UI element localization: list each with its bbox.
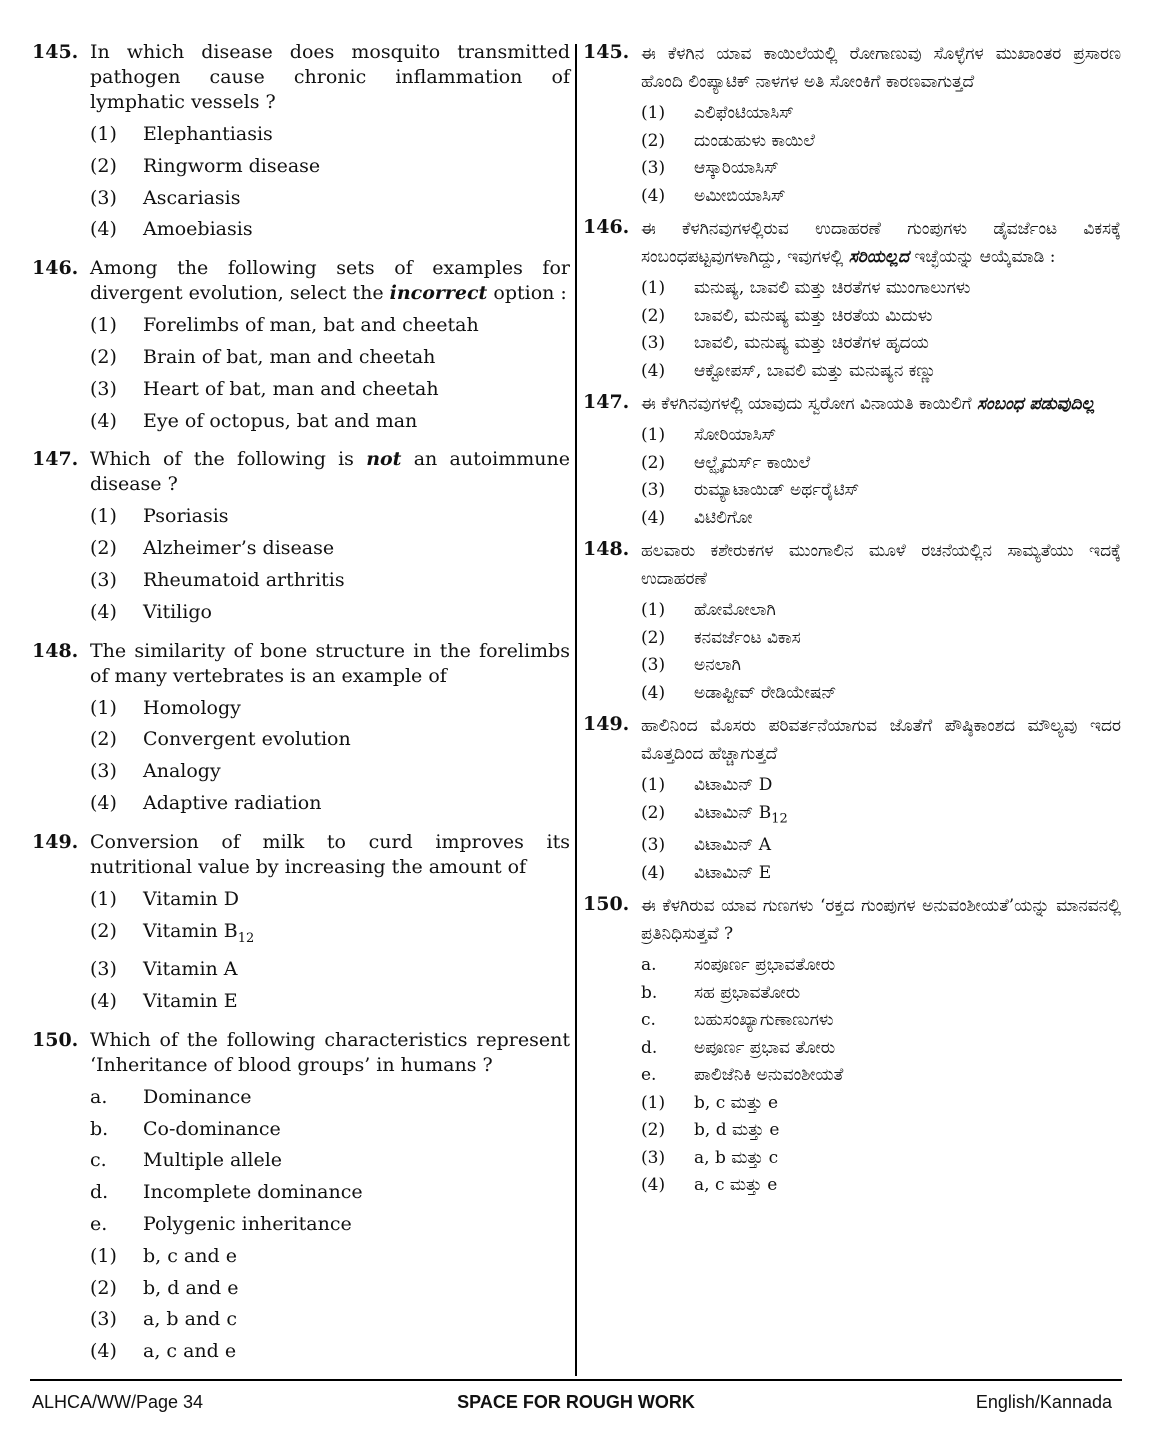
option-number: c. <box>90 1149 107 1172</box>
answer-option <box>641 477 1121 505</box>
option-text: Polygenic inheritance <box>143 1212 352 1235</box>
question-text-part: ಈ ಕೆಳಗಿನವುಗಳಲ್ಲಿ ಯಾವುದು ಸ್ವರೋಗ ವಿನಾಯತಿ ಕಾಯಿಲಿಗೆ <box>641 394 978 414</box>
option-text: ಅಮೀಬಿಯಾಸಿಸ್ <box>694 185 786 206</box>
question-150 <box>32 1028 570 1368</box>
option-number: (3) <box>641 1147 666 1168</box>
option-text: ವಿಟಾಮಿನ್ D <box>694 775 773 795</box>
answer-option <box>90 1241 570 1273</box>
option-text: ಮನುಷ್ಯ, ಬಾವಲಿ ಮತ್ತು ಚಿರತೆಗಳ ಮುಂಗಾಲುಗಳು <box>694 278 971 298</box>
answer-option <box>641 832 1121 860</box>
option-number: (1) <box>90 696 117 719</box>
option-number: (4) <box>90 218 117 241</box>
column-divider <box>575 44 577 1376</box>
question-text: In which disease does mosquito transmitted pathogen cause chronic inflammation of lymphatic vessels ? <box>90 41 570 113</box>
answer-option <box>641 800 1121 833</box>
option-number: (1) <box>90 1244 117 1267</box>
option-text: ವಿಟಾಮಿನ್ E <box>694 862 772 883</box>
option-text: Amoebiasis <box>143 218 253 241</box>
option-number: (4) <box>641 682 666 703</box>
question-text <box>641 215 1121 271</box>
kannada-column <box>583 40 1121 1205</box>
option-text: Homology <box>143 696 241 719</box>
answer-option <box>641 100 1121 128</box>
answer-option <box>90 724 570 756</box>
option-text: Forelimbs of man, bat and cheetah <box>143 314 479 337</box>
option-number: (1) <box>90 123 117 145</box>
option-number: (1) <box>641 600 666 620</box>
question-number: 145. <box>32 41 79 63</box>
option-text: b, d and e <box>143 1276 239 1299</box>
option-text: a, c and e <box>143 1340 237 1363</box>
question-145 <box>32 40 570 246</box>
option-number: (2) <box>641 627 666 648</box>
option-number: (2) <box>641 130 666 151</box>
answer-option <box>90 1273 570 1305</box>
option-number: (2) <box>641 1120 666 1141</box>
option-text: ಸಹ ಪ್ರಭಾವತೋರು <box>694 982 801 1003</box>
answer-option <box>641 1117 1121 1145</box>
answer-option <box>641 422 1121 450</box>
option-number: (4) <box>641 862 666 883</box>
question-number: 150. <box>583 893 630 916</box>
option-number: (1) <box>641 1092 666 1113</box>
option-text: ಆಲ್ಝೈಮರ್ಸ್ ಕಾಯಿಲೆ <box>694 452 811 473</box>
option-text: a, b and c <box>143 1308 238 1331</box>
question-text <box>90 447 570 497</box>
option-number: (3) <box>641 835 666 856</box>
option-text: Rheumatoid arthritis <box>143 568 345 591</box>
question-number: 147. <box>583 391 630 413</box>
option-number: (2) <box>641 305 666 326</box>
answer-option <box>641 1062 1121 1090</box>
question-text-part: ಈ ಕೆಳಗಿನವುಗಳಲ್ಲಿರುವ ಉದಾಹರಣೆ ಗುಂಪುಗಳು ಡೈವರ್ಜೆಂಟ ವಿಕಸಕ್ಕೆ ಸಂಬಂಧಪಟ್ಟವುಗಳಾಗಿದ್ದು, ಇವುಗಳಲ್ಲಿ <box>641 219 1121 267</box>
question-148 <box>583 537 1121 707</box>
option-number: (2) <box>90 537 117 560</box>
question-number: 148. <box>32 639 79 662</box>
option-number: (4) <box>641 360 666 381</box>
option-text: Vitamin E <box>143 989 238 1012</box>
option-text: Dominance <box>143 1085 252 1108</box>
option-text: Psoriasis <box>143 505 229 528</box>
question-number: 149. <box>32 830 79 853</box>
option-text: Vitamin A <box>143 958 238 981</box>
option-text: ವಿಟಾಮಿನ್ $B_{12}$ <box>694 802 788 826</box>
answer-option <box>90 986 570 1018</box>
answer-option <box>90 406 570 438</box>
option-number: (2) <box>641 802 666 823</box>
question-146 <box>32 256 570 437</box>
option-number: (4) <box>641 1175 666 1196</box>
option-number: (3) <box>641 158 666 178</box>
option-text: ಅಡಾಪ್ಟೀವ್ ರೇಡಿಯೇಷನ್ <box>694 682 837 703</box>
option-text: b, c ಮತ್ತು e <box>694 1092 779 1113</box>
question-149 <box>32 830 570 1018</box>
answer-option <box>90 1177 570 1209</box>
option-text: ಎಲಿಫೆಂಟಿಯಾಸಿಸ್ <box>694 103 794 123</box>
answer-option <box>641 505 1121 533</box>
option-text: Incomplete dominance <box>143 1181 363 1204</box>
option-text: Ascariasis <box>143 186 241 209</box>
question-150 <box>583 892 1121 1200</box>
answer-option <box>90 342 570 374</box>
option-text: ವಿಟಾಮಿನ್ A <box>694 835 771 856</box>
option-text: ಬಾವಲಿ, ಮನುಷ್ಯ ಮತ್ತು ಚಿರತೆಯ ಮಿದುಳು <box>694 305 933 326</box>
answer-option <box>641 1090 1121 1118</box>
option-text: ಸೋರಿಯಾಸಿಸ್ <box>694 425 777 445</box>
option-text: ವಿಟಿಲಿಗೋ <box>694 507 753 528</box>
answer-option <box>641 128 1121 156</box>
answer-option <box>90 1336 570 1368</box>
option-number: (3) <box>90 958 117 981</box>
option-number: (3) <box>90 568 117 591</box>
option-text: ಅಪೂರ್ಣ ಪ್ರಭಾವ ತೋರು <box>694 1037 836 1058</box>
answer-option <box>641 772 1121 800</box>
option-number: (4) <box>641 185 666 206</box>
option-number: (4) <box>90 600 117 623</box>
option-number: e. <box>90 1212 108 1235</box>
option-text: Adaptive radiation <box>143 791 322 814</box>
option-number: (2) <box>641 452 666 473</box>
option-text: Convergent evolution <box>143 728 351 751</box>
option-text: ಕನವರ್ಜೆಂಟ ವಿಕಾಸ <box>694 627 801 648</box>
option-text: a, b ಮತ್ತು c <box>694 1147 779 1168</box>
option-text: Alzheimer’s disease <box>143 537 335 560</box>
option-text: Heart of bat, man and cheetah <box>143 377 439 400</box>
option-number: (3) <box>90 1308 117 1331</box>
rough-work-label: SPACE FOR ROUGH WORK <box>457 1392 695 1412</box>
option-text: ಆಸ್ಕಾರಿಯಾಸಿಸ್ <box>694 158 779 178</box>
option-number: d. <box>90 1181 109 1204</box>
option-number: (4) <box>90 1340 117 1363</box>
question-emphasis: not <box>366 448 402 471</box>
answer-option <box>90 1145 570 1177</box>
option-text: ಆಕ್ಟೋಪಸ್, ಬಾವಲಿ ಮತ್ತು ಮನುಷ್ಯನ ಕಣ್ಣು <box>694 360 937 381</box>
question-text-part: Among the following sets of examples for divergent evolution, select the <box>90 257 570 305</box>
answer-option <box>641 680 1121 708</box>
option-text: Multiple allele <box>143 1149 283 1172</box>
option-text: ಪಾಲಿಜೆನಿಕಿ ಅನುವಂಶೀಯತೆ <box>694 1065 844 1086</box>
question-number: 150. <box>32 1028 79 1051</box>
answer-option <box>641 450 1121 478</box>
option-text: ಅನಲಾಗಿ <box>694 655 741 675</box>
option-text: a, c ಮತ್ತು e <box>694 1175 778 1196</box>
option-number: (2) <box>90 919 117 942</box>
language-label: English/Kannada <box>975 1392 1112 1412</box>
option-number: (2) <box>90 728 117 751</box>
option-text: ಸಂಪೂರ್ಣ ಪ್ರಭಾವತೋರು <box>694 955 836 976</box>
answer-option <box>90 1304 570 1336</box>
option-text: b, c and e <box>143 1244 237 1267</box>
english-column <box>32 40 570 1378</box>
option-number: (1) <box>90 505 117 528</box>
question-text-part: Which of the following is <box>90 448 367 471</box>
option-number: (1) <box>641 103 666 123</box>
page-id: ALHCA/WW/Page 34 <box>32 1392 204 1412</box>
option-text: Eye of octopus, bat and man <box>143 409 418 432</box>
question-147 <box>32 447 570 628</box>
option-text: Vitamin D <box>143 887 240 910</box>
option-number: (3) <box>641 655 666 675</box>
question-text: ಈ ಕೆಳಗಿರುವ ಯಾವ ಗುಣಗಳು ‘ರಕ್ತದ ಗುಂಪುಗಳ ಅನುವಂಶೀಯತೆ’ಯನ್ನು ಮಾನವನಲ್ಲಿ ಪ್ರತಿನಿಧಿಸುತ್ತವೆ ? <box>641 896 1121 945</box>
question-text-part: an autoimmune disease ? <box>90 448 570 496</box>
option-text: Vitamin $B_{12}$ <box>143 919 255 946</box>
answer-option <box>90 916 570 955</box>
answer-option <box>641 358 1121 386</box>
option-number: c. <box>641 1010 656 1031</box>
question-number: 146. <box>583 216 630 238</box>
answer-option <box>641 860 1121 888</box>
footer-rule <box>30 1379 1122 1381</box>
question-text: ಹಾಲಿನಿಂದ ಮೊಸರು ಪರಿವರ್ತನೆಯಾಗುವ ಜೊತೆಗೆ ಪೌಷ್ಠಿಕಾಂಶದ ಮೌಲ್ಯವು ಇದರ ಮೊತ್ತದಿಂದ ಹೆಚ್ಚಾಗುತ್ತದೆ <box>641 716 1121 764</box>
answer-option <box>90 597 570 629</box>
option-number: (1) <box>641 425 666 445</box>
option-number: (1) <box>90 314 117 337</box>
question-text <box>641 390 1121 418</box>
option-number: a. <box>90 1085 108 1108</box>
answer-option <box>641 1145 1121 1173</box>
answer-option <box>641 625 1121 653</box>
option-text: ಬಾವಲಿ, ಮನುಷ್ಯ ಮತ್ತು ಚಿರತೆಗಳ ಹೃದಯ <box>694 333 929 353</box>
question-text: Which of the following characteristics represent ‘Inheritance of blood groups’ in humans ? <box>90 1028 570 1076</box>
answer-option <box>90 310 570 342</box>
question-number: 145. <box>583 41 630 63</box>
question-text-part: option : <box>487 282 567 305</box>
option-number: d. <box>641 1037 658 1058</box>
question-emphasis: ಸಂಬಂಧ ಪಡುವುದಿಲ್ಲ <box>977 394 1095 414</box>
question-148 <box>32 639 570 820</box>
answer-option <box>641 597 1121 625</box>
answer-option <box>90 1114 570 1146</box>
answer-option <box>90 533 570 565</box>
answer-option <box>641 1172 1121 1200</box>
option-number: (2) <box>90 345 117 368</box>
question-emphasis: incorrect <box>389 282 488 305</box>
answer-option <box>90 501 570 533</box>
option-number: b. <box>641 982 658 1003</box>
answer-option <box>641 652 1121 680</box>
question-149 <box>583 712 1121 887</box>
question-text: Conversion of milk to curd improves its nutritional value by increasing the amount of <box>90 830 570 878</box>
option-number: e. <box>641 1065 657 1086</box>
option-number: (1) <box>641 775 666 795</box>
question-text <box>90 256 570 306</box>
option-number: b. <box>90 1117 109 1140</box>
answer-option <box>90 884 570 916</box>
option-number: (4) <box>90 791 117 814</box>
answer-option <box>90 693 570 725</box>
question-text: ಹಲವಾರು ಕಶೇರುಕಗಳ ಮುಂಗಾಲಿನ ಮೂಳೆ ರಚನೆಯಲ್ಲಿನ ಸಾಮ್ಯತೆಯು ಇದಕ್ಕೆ ಉದಾಹರಣೆ <box>641 541 1121 589</box>
answer-option <box>90 788 570 820</box>
option-number: (3) <box>90 760 117 783</box>
question-emphasis: ಸರಿಯಲ್ಲದ <box>848 247 909 267</box>
option-number: (4) <box>90 409 117 432</box>
question-text: The similarity of bone structure in the forelimbs of many vertebrates is an example of <box>90 639 570 687</box>
option-text: Analogy <box>143 760 221 783</box>
option-number: (3) <box>641 480 666 500</box>
answer-option <box>641 275 1121 303</box>
option-number: (2) <box>90 154 117 177</box>
option-number: (1) <box>90 887 117 910</box>
option-number: (3) <box>641 333 666 353</box>
option-text: Elephantiasis <box>143 123 273 145</box>
option-text: Ringworm disease <box>143 154 321 177</box>
answer-option <box>90 1082 570 1114</box>
question-number: 147. <box>32 448 79 471</box>
answer-option <box>90 119 570 151</box>
option-number: (1) <box>641 278 666 298</box>
option-text: b, d ಮತ್ತು e <box>694 1120 780 1141</box>
answer-option <box>90 756 570 788</box>
answer-option <box>90 214 570 246</box>
answer-option <box>90 183 570 215</box>
question-text-part: ಇಚ್ಛೆಯನ್ನು ಆಯ್ಕೆಮಾಡಿ : <box>908 247 1056 267</box>
option-number: (2) <box>90 1276 117 1299</box>
question-number: 149. <box>583 713 630 735</box>
question-text: ಈ ಕೆಳಗಿನ ಯಾವ ಕಾಯಿಲೆಯಲ್ಲಿ ರೋಗಾಣುವು ಸೊಳ್ಳೆಗಳ ಮುಖಾಂತರ ಪ್ರಸಾರಣ ಹೊಂದಿ ಲಿಂಪ್ಯಾಟಿಕ್ ನಾಳಗಳ ಅತಿ ಸೋಂಕಿಗೆ ಕಾರಣವಾಗುತ್ತದೆ <box>641 44 1121 92</box>
answer-option <box>90 151 570 183</box>
question-145 <box>583 40 1121 210</box>
option-text: ರುಮ್ಯಾಟಾಯಿಡ್ ಅರ್ಥರೈಟಿಸ್ <box>694 480 860 500</box>
answer-option <box>641 1035 1121 1063</box>
option-text: ದುಂಡುಹುಳು ಕಾಯಿಲೆ <box>694 130 815 151</box>
answer-option <box>641 183 1121 211</box>
option-text: Brain of bat, man and cheetah <box>143 345 436 368</box>
answer-option <box>641 330 1121 358</box>
option-number: (4) <box>90 989 117 1012</box>
answer-option <box>90 565 570 597</box>
answer-option <box>90 1209 570 1241</box>
answer-option <box>641 155 1121 183</box>
answer-option <box>641 303 1121 331</box>
answer-option <box>641 952 1121 980</box>
answer-option <box>641 980 1121 1008</box>
answer-option <box>641 1007 1121 1035</box>
question-146 <box>583 215 1121 385</box>
answer-option <box>90 954 570 986</box>
question-147 <box>583 390 1121 532</box>
answer-option <box>90 374 570 406</box>
option-number: (4) <box>641 507 666 528</box>
option-number: (3) <box>90 377 117 400</box>
option-number: (3) <box>90 186 117 209</box>
option-text: Co-dominance <box>143 1117 281 1140</box>
option-text: ಬಹುಸಂಖ್ಯಾಗುಣಾಣುಗಳು <box>694 1010 834 1031</box>
question-number: 146. <box>32 257 79 280</box>
option-number: a. <box>641 955 657 976</box>
question-number: 148. <box>583 538 630 560</box>
option-text: Vitiligo <box>143 600 212 623</box>
option-text: ಹೋಮೋಲಾಗಿ <box>694 600 776 620</box>
